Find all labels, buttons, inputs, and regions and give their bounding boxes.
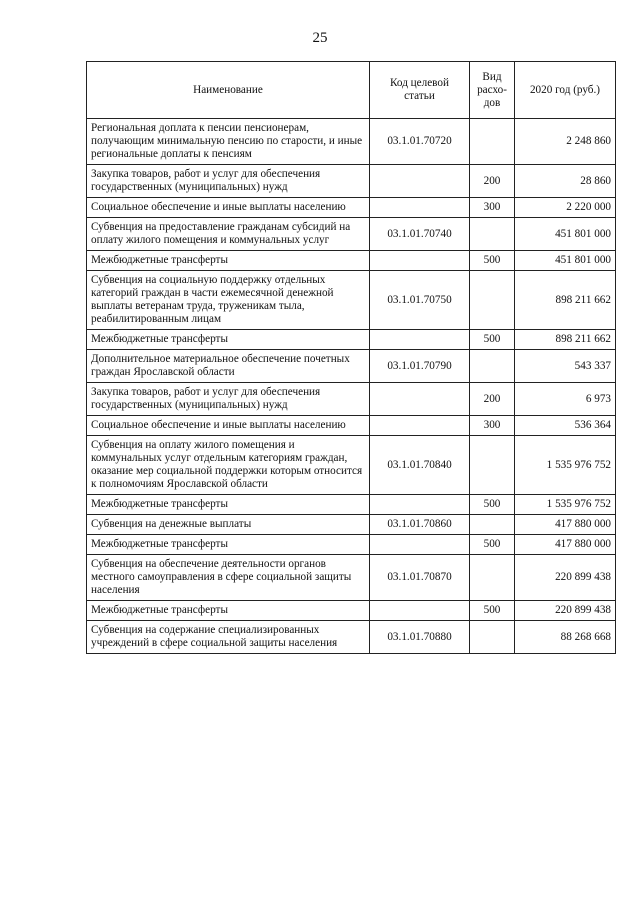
row-kind-cell bbox=[470, 621, 515, 654]
budget-table bbox=[86, 61, 616, 654]
row-kind-cell bbox=[470, 271, 515, 330]
row-name-cell: Субвенция на обеспечение деятельности органов местного самоуправления в сфере социальной защиты населения bbox=[87, 555, 370, 601]
table-row bbox=[87, 383, 616, 416]
table-row bbox=[87, 350, 616, 383]
row-name-cell: Межбюджетные трансферты bbox=[87, 601, 370, 621]
table-row bbox=[87, 218, 616, 251]
row-name-cell: Межбюджетные трансферты bbox=[87, 330, 370, 350]
table-row bbox=[87, 495, 616, 515]
row-name-cell: Межбюджетные трансферты bbox=[87, 495, 370, 515]
row-code-cell bbox=[370, 165, 470, 198]
row-code-cell bbox=[370, 251, 470, 271]
row-code-cell: 03.1.01.70790 bbox=[370, 350, 470, 383]
row-amount-cell: 28 860 bbox=[515, 165, 616, 198]
row-name-cell: Закупка товаров, работ и услуг для обеспечения государственных (муниципальных) нужд bbox=[87, 165, 370, 198]
row-amount-cell: 220 899 438 bbox=[515, 601, 616, 621]
row-kind-cell: 200 bbox=[470, 165, 515, 198]
row-kind-cell: 500 bbox=[470, 330, 515, 350]
table-row bbox=[87, 515, 616, 535]
row-name-cell: Региональная доплата к пенсии пенсионерам, получающим минимальную пенсию по старости, и иные региональные доплаты к пенсиям bbox=[87, 119, 370, 165]
row-name-cell: Субвенция на социальную поддержку отдельных категорий граждан в части ежемесячной денежной выплаты ветеранам труда, труженикам тыла, реабилитированным лицам bbox=[87, 271, 370, 330]
table-row bbox=[87, 271, 616, 330]
row-kind-cell bbox=[470, 119, 515, 165]
row-code-cell: 03.1.01.70750 bbox=[370, 271, 470, 330]
row-kind-cell: 500 bbox=[470, 535, 515, 555]
header-kind: Вид расхо-дов bbox=[470, 62, 515, 119]
row-name-cell: Социальное обеспечение и иные выплаты населению bbox=[87, 416, 370, 436]
row-code-cell bbox=[370, 535, 470, 555]
table-row bbox=[87, 601, 616, 621]
header-amount: 2020 год (руб.) bbox=[515, 62, 616, 119]
page-number: 25 bbox=[312, 30, 328, 46]
table-row bbox=[87, 251, 616, 271]
row-name-cell: Межбюджетные трансферты bbox=[87, 251, 370, 271]
row-name-cell: Субвенция на оплату жилого помещения и коммунальных услуг отдельным категориям граждан, оказание мер социальной поддержки которым относится к полномочиям Ярославской области bbox=[87, 436, 370, 495]
row-amount-cell: 451 801 000 bbox=[515, 218, 616, 251]
row-amount-cell: 220 899 438 bbox=[515, 555, 616, 601]
row-code-cell: 03.1.01.70870 bbox=[370, 555, 470, 601]
table-row bbox=[87, 535, 616, 555]
row-amount-cell: 1 535 976 752 bbox=[515, 495, 616, 515]
row-amount-cell: 417 880 000 bbox=[515, 535, 616, 555]
table-body bbox=[87, 119, 616, 654]
table-row bbox=[87, 119, 616, 165]
header-row bbox=[87, 62, 616, 119]
row-kind-cell bbox=[470, 218, 515, 251]
row-kind-cell: 500 bbox=[470, 601, 515, 621]
row-code-cell: 03.1.01.70860 bbox=[370, 515, 470, 535]
row-kind-cell bbox=[470, 515, 515, 535]
row-name-cell: Субвенция на содержание специализированных учреждений в сфере социальной защиты населения bbox=[87, 621, 370, 654]
row-code-cell: 03.1.01.70840 bbox=[370, 436, 470, 495]
row-code-cell bbox=[370, 383, 470, 416]
row-amount-cell: 536 364 bbox=[515, 416, 616, 436]
header-name: Наименование bbox=[87, 62, 370, 119]
table-row bbox=[87, 330, 616, 350]
row-kind-cell: 300 bbox=[470, 416, 515, 436]
row-code-cell bbox=[370, 330, 470, 350]
row-amount-cell: 88 268 668 bbox=[515, 621, 616, 654]
row-kind-cell bbox=[470, 555, 515, 601]
row-code-cell bbox=[370, 601, 470, 621]
row-amount-cell: 2 220 000 bbox=[515, 198, 616, 218]
row-amount-cell: 543 337 bbox=[515, 350, 616, 383]
row-amount-cell: 898 211 662 bbox=[515, 330, 616, 350]
row-code-cell bbox=[370, 495, 470, 515]
table-row bbox=[87, 165, 616, 198]
row-amount-cell: 417 880 000 bbox=[515, 515, 616, 535]
row-kind-cell: 300 bbox=[470, 198, 515, 218]
row-code-cell: 03.1.01.70880 bbox=[370, 621, 470, 654]
row-name-cell: Дополнительное материальное обеспечение почетных граждан Ярославской области bbox=[87, 350, 370, 383]
row-name-cell: Субвенция на предоставление гражданам субсидий на оплату жилого помещения и коммунальных услуг bbox=[87, 218, 370, 251]
row-kind-cell: 500 bbox=[470, 251, 515, 271]
row-amount-cell: 2 248 860 bbox=[515, 119, 616, 165]
table-header bbox=[87, 62, 616, 119]
row-code-cell bbox=[370, 416, 470, 436]
row-kind-cell: 200 bbox=[470, 383, 515, 416]
row-kind-cell: 500 bbox=[470, 495, 515, 515]
row-amount-cell: 898 211 662 bbox=[515, 271, 616, 330]
row-amount-cell: 1 535 976 752 bbox=[515, 436, 616, 495]
row-code-cell: 03.1.01.70740 bbox=[370, 218, 470, 251]
row-amount-cell: 6 973 bbox=[515, 383, 616, 416]
row-name-cell: Закупка товаров, работ и услуг для обеспечения государственных (муниципальных) нужд bbox=[87, 383, 370, 416]
table-row bbox=[87, 555, 616, 601]
table-row bbox=[87, 621, 616, 654]
row-amount-cell: 451 801 000 bbox=[515, 251, 616, 271]
row-name-cell: Субвенция на денежные выплаты bbox=[87, 515, 370, 535]
row-kind-cell bbox=[470, 350, 515, 383]
row-code-cell bbox=[370, 198, 470, 218]
row-name-cell: Межбюджетные трансферты bbox=[87, 535, 370, 555]
row-name-cell: Социальное обеспечение и иные выплаты населению bbox=[87, 198, 370, 218]
row-code-cell: 03.1.01.70720 bbox=[370, 119, 470, 165]
header-code: Код целевой статьи bbox=[370, 62, 470, 119]
row-kind-cell bbox=[470, 436, 515, 495]
table-row bbox=[87, 198, 616, 218]
table-row bbox=[87, 416, 616, 436]
table-row bbox=[87, 436, 616, 495]
